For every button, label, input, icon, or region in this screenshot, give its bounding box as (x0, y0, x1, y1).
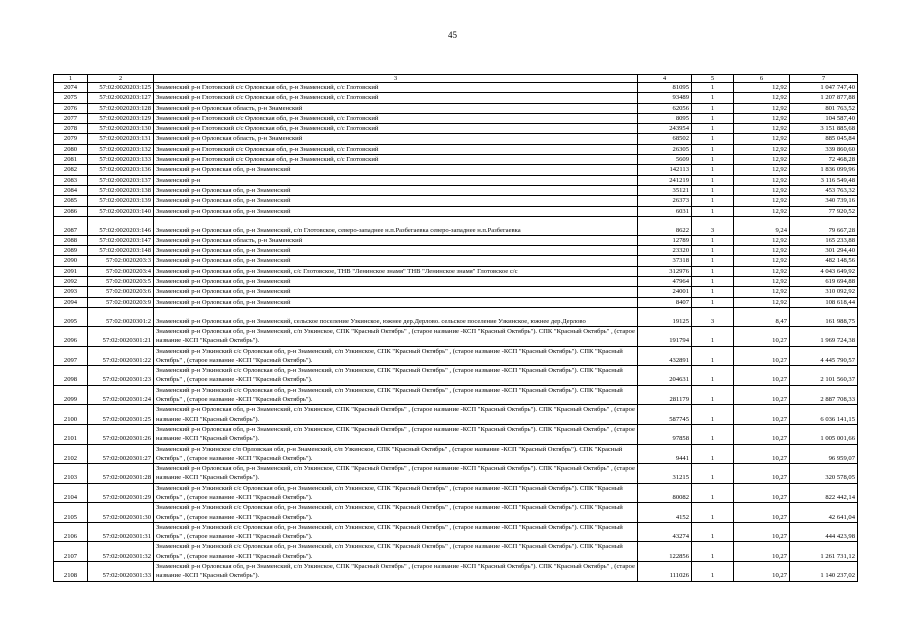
address-cell: Знаменский р-н Орловская область, р-н Знаменский (154, 235, 638, 245)
row-number: 2106 (54, 522, 88, 542)
sum-cell: 2 887 708,33 (790, 385, 858, 405)
row-number: 2098 (54, 366, 88, 386)
row-number: 2080 (54, 144, 88, 154)
table-row (54, 196, 858, 206)
rate-cell: 12,92 (734, 246, 790, 256)
row-number: 2075 (54, 93, 88, 103)
cadastral-number: 57:02:0020301:27 (88, 444, 154, 464)
count-cell: 1 (692, 196, 734, 206)
table-row (54, 134, 858, 144)
sum-cell: 801 763,52 (790, 103, 858, 113)
address-cell: Знаменский р-н Орловская обл, р-н Знаменский, с/п Глотовское, северо-западнее н.п.Разбегаевка северо-западнее н.п.Разбегаевка (154, 216, 638, 235)
address-cell: Знаменский р-н Узкинский с/с Орловская обл, р-н Знаменский, с/п Узкинское, СПК "Красный Октябрь" , (старое название -КСП "Красный Октябрь"). СПК "Красный Октябрь" , (старое название -КСП "Красный Октябрь"). (154, 385, 638, 405)
sum-cell: 340 739,16 (790, 196, 858, 206)
address-cell: Знаменский р-н Орловская обл, р-н Знаменский (154, 196, 638, 206)
sum-cell: 161 988,75 (790, 307, 858, 326)
sum-cell: 4 043 649,92 (790, 266, 858, 276)
table-row (54, 483, 858, 503)
sum-cell: 1 005 001,66 (790, 424, 858, 444)
sum-cell: 619 694,88 (790, 277, 858, 287)
cadastral-number: 57:02:0020203:132 (88, 144, 154, 154)
table-row (54, 542, 858, 562)
area-cell: 47964 (638, 277, 692, 287)
cadastral-number: 57:02:0020301:25 (88, 405, 154, 425)
row-number: 2074 (54, 83, 88, 93)
sum-cell: 310 092,92 (790, 287, 858, 297)
area-cell: 43274 (638, 522, 692, 542)
area-cell: 8622 (638, 216, 692, 235)
rate-cell: 10,27 (734, 464, 790, 484)
address-cell: Знаменский р-н Орловская обл, р-н Знаменский (154, 277, 638, 287)
count-cell: 1 (692, 287, 734, 297)
sum-cell: 1 261 731,12 (790, 542, 858, 562)
address-cell: Знаменский р-н Орловская обл, р-н Знаменский (154, 256, 638, 266)
table-row (54, 562, 858, 582)
table-row (54, 103, 858, 113)
rate-cell: 12,92 (734, 165, 790, 175)
cadastral-number: 57:02:0020301:24 (88, 385, 154, 405)
row-number: 2103 (54, 464, 88, 484)
sum-cell: 104 587,40 (790, 113, 858, 123)
cadastral-number: 57:02:0020203:136 (88, 165, 154, 175)
cadastral-number: 57:02:0020203:129 (88, 113, 154, 123)
area-cell: 8407 (638, 297, 692, 307)
column-header: 7 (790, 75, 858, 83)
table-row (54, 385, 858, 405)
column-header: 1 (54, 75, 88, 83)
area-cell: 23320 (638, 246, 692, 256)
sum-cell: 108 618,44 (790, 297, 858, 307)
address-cell: Знаменский р-н Орловская область, р-н Знаменский (154, 103, 638, 113)
table-row (54, 93, 858, 103)
rate-cell: 12,92 (734, 83, 790, 93)
row-number: 2079 (54, 134, 88, 144)
cadastral-number: 57:02:0020301:22 (88, 346, 154, 366)
area-cell: 97858 (638, 424, 692, 444)
count-cell: 1 (692, 155, 734, 165)
count-cell: 1 (692, 134, 734, 144)
table-row (54, 366, 858, 386)
address-cell: Знаменский р-н Орловская обл, р-н Знаменский (154, 185, 638, 195)
sum-cell: 96 959,07 (790, 444, 858, 464)
row-number: 2078 (54, 124, 88, 134)
address-cell: Знаменский р-н Орловская обл, р-н Знаменский, с/п Узкинское, СПК "Красный Октябрь" , (старое название -КСП "Красный Октябрь"). СПК "Красный Октябрь" , (старое название -КСП "Красный Октябрь"). (154, 326, 638, 346)
cadastral-number: 57:02:0020203:127 (88, 93, 154, 103)
address-cell: Знаменский р-н Орловская обл, р-н Знаменский, с/п Узкинское, СПК "Красный Октябрь" , (старое название -КСП "Красный Октябрь"). СПК "Красный Октябрь" , (старое название -КСП "Красный Октябрь"). (154, 464, 638, 484)
rate-cell: 10,27 (734, 444, 790, 464)
row-number: 2091 (54, 266, 88, 276)
area-cell: 37318 (638, 256, 692, 266)
sum-cell: 3 116 549,48 (790, 175, 858, 185)
area-cell: 35121 (638, 185, 692, 195)
table-row (54, 256, 858, 266)
area-cell: 587745 (638, 405, 692, 425)
table-row (54, 185, 858, 195)
cadastral-number: 57:02:0020203:139 (88, 196, 154, 206)
count-cell: 1 (692, 185, 734, 195)
area-cell: 312976 (638, 266, 692, 276)
column-header: 6 (734, 75, 790, 83)
sum-cell: 339 860,60 (790, 144, 858, 154)
sum-cell: 2 101 560,37 (790, 366, 858, 386)
area-cell: 12789 (638, 235, 692, 245)
sum-cell: 72 468,28 (790, 155, 858, 165)
row-number: 2087 (54, 216, 88, 235)
rate-cell: 12,92 (734, 113, 790, 123)
address-cell: Знаменский р-н Глотовский с/с Орловская обл, р-н Знаменский, с/с Глотовский (154, 155, 638, 165)
sum-cell: 320 578,05 (790, 464, 858, 484)
table-row (54, 266, 858, 276)
count-cell: 1 (692, 103, 734, 113)
rate-cell: 10,27 (734, 503, 790, 523)
count-cell: 3 (692, 307, 734, 326)
count-cell: 1 (692, 346, 734, 366)
address-cell: Знаменский р-н Орловская обл, р-н Знаменский, с/п Узкинское, СПК "Красный Октябрь" , (старое название -КСП "Красный Октябрь"). СПК "Красный Октябрь" , (старое название -КСП "Красный Октябрь"). (154, 405, 638, 425)
count-cell: 1 (692, 175, 734, 185)
row-number: 2077 (54, 113, 88, 123)
cadastral-number: 57:02:0020203:128 (88, 103, 154, 113)
address-cell: Знаменский р-н Узкинский с/с Орловская обл, р-н Знаменский, с/п Узкинское, СПК "Красный Октябрь" , (старое название -КСП "Красный Октябрь"). СПК "Красный Октябрь" , (старое название -КСП "Красный Октябрь"). (154, 483, 638, 503)
count-cell: 1 (692, 124, 734, 134)
area-cell: 93489 (638, 93, 692, 103)
table-row (54, 444, 858, 464)
area-cell: 31215 (638, 464, 692, 484)
row-number: 2085 (54, 196, 88, 206)
area-cell: 68502 (638, 134, 692, 144)
rate-cell: 12,92 (734, 196, 790, 206)
area-cell: 26305 (638, 144, 692, 154)
sum-cell: 1 969 724,38 (790, 326, 858, 346)
table-row (54, 175, 858, 185)
table-row (54, 235, 858, 245)
count-cell: 1 (692, 256, 734, 266)
address-cell: Знаменский р-н Глотовский с/с Орловская обл, р-н Знаменский, с/с Глотовский (154, 124, 638, 134)
cadastral-number: 57:02:0020203:138 (88, 185, 154, 195)
cadastral-number: 57:02:0020203:4 (88, 266, 154, 276)
count-cell: 1 (692, 562, 734, 582)
row-number: 2093 (54, 287, 88, 297)
area-cell: 6031 (638, 206, 692, 216)
count-cell: 1 (692, 522, 734, 542)
rate-cell: 8,47 (734, 307, 790, 326)
address-cell: Знаменский р-н Орловская обл, р-н Знаменский (154, 206, 638, 216)
row-number: 2089 (54, 246, 88, 256)
area-cell: 191794 (638, 326, 692, 346)
row-number: 2095 (54, 307, 88, 326)
table-row (54, 216, 858, 235)
rate-cell: 12,92 (734, 134, 790, 144)
cadastral-number: 57:02:0020203:9 (88, 297, 154, 307)
address-cell: Знаменский р-н Орловская обл, р-н Знаменский (154, 287, 638, 297)
cadastral-number: 57:02:0020203:140 (88, 206, 154, 216)
count-cell: 1 (692, 297, 734, 307)
cadastral-number: 57:02:0020301:2 (88, 307, 154, 326)
cadastral-number: 57:02:0020301:23 (88, 366, 154, 386)
cadastral-number: 57:02:0020203:5 (88, 277, 154, 287)
column-header: 5 (692, 75, 734, 83)
cadastral-number: 57:02:0020203:146 (88, 216, 154, 235)
area-cell: 5609 (638, 155, 692, 165)
area-cell: 241219 (638, 175, 692, 185)
sum-cell: 482 148,56 (790, 256, 858, 266)
area-cell: 81095 (638, 83, 692, 93)
address-cell: Знаменский р-н Узкинский с/с Орловская обл, р-н Знаменский, с/п Узкинское, СПК "Красный Октябрь" , (старое название -КСП "Красный Октябрь"). СПК "Красный Октябрь" , (старое название -КСП "Красный Октябрь"). (154, 366, 638, 386)
count-cell: 1 (692, 266, 734, 276)
area-cell: 80082 (638, 483, 692, 503)
rate-cell: 10,27 (734, 483, 790, 503)
cadastral-number: 57:02:0020203:148 (88, 246, 154, 256)
sum-cell: 1 207 877,88 (790, 93, 858, 103)
sum-cell: 1 836 099,96 (790, 165, 858, 175)
area-cell: 204631 (638, 366, 692, 386)
count-cell: 1 (692, 206, 734, 216)
rate-cell: 12,92 (734, 103, 790, 113)
table-row (54, 277, 858, 287)
area-cell: 8095 (638, 113, 692, 123)
rate-cell: 10,27 (734, 542, 790, 562)
row-number: 2081 (54, 155, 88, 165)
rate-cell: 10,27 (734, 522, 790, 542)
rate-cell: 12,92 (734, 155, 790, 165)
address-cell: Знаменский р-н Орловская обл, р-н Знаменский (154, 165, 638, 175)
rate-cell: 10,27 (734, 366, 790, 386)
sum-cell: 4 445 790,57 (790, 346, 858, 366)
cadastral-number: 57:02:0020203:137 (88, 175, 154, 185)
table-row (54, 346, 858, 366)
row-number: 2082 (54, 165, 88, 175)
column-header: 3 (154, 75, 638, 83)
rate-cell: 10,27 (734, 405, 790, 425)
rate-cell: 12,92 (734, 256, 790, 266)
sum-cell: 444 423,98 (790, 522, 858, 542)
row-number: 2088 (54, 235, 88, 245)
table-row (54, 424, 858, 444)
table-row (54, 246, 858, 256)
rate-cell: 12,92 (734, 185, 790, 195)
row-number: 2096 (54, 326, 88, 346)
row-number: 2108 (54, 562, 88, 582)
cadastral-number: 57:02:0020301:29 (88, 483, 154, 503)
address-cell: Знаменский р-н Орловская обл, р-н Знаменский, с/п Узкинское, СПК "Красный Октябрь" , (старое название -КСП "Красный Октябрь"). СПК "Красный Октябрь" , (старое название -КСП "Красный Октябрь"). (154, 562, 638, 582)
rate-cell: 12,92 (734, 277, 790, 287)
count-cell: 1 (692, 542, 734, 562)
sum-cell: 1 140 237,02 (790, 562, 858, 582)
address-cell: Знаменский р-н Глотовский с/с Орловская обл, р-н Знаменский, с/с Глотовский (154, 93, 638, 103)
count-cell: 1 (692, 144, 734, 154)
address-cell: Знаменский р-н Орловская обл, р-н Знаменский, с/с Глотовское, ТНВ "Ленинское знамя" ТНВ "Ленинское знамя" Глотовское с/с (154, 266, 638, 276)
sum-cell: 42 641,04 (790, 503, 858, 523)
rate-cell: 12,92 (734, 235, 790, 245)
count-cell: 1 (692, 326, 734, 346)
address-cell: Знаменский р-н Узкинский с/с Орловская обл, р-н Знаменский, с/п Узкинское, СПК "Красный Октябрь" , (старое название -КСП "Красный Октябрь"). СПК "Красный Октябрь" , (старое название -КСП "Красный Октябрь"). (154, 542, 638, 562)
sum-cell: 165 233,88 (790, 235, 858, 245)
sum-cell: 301 294,40 (790, 246, 858, 256)
table-row (54, 326, 858, 346)
count-cell: 1 (692, 165, 734, 175)
area-cell: 24001 (638, 287, 692, 297)
rate-cell: 12,92 (734, 297, 790, 307)
count-cell: 1 (692, 385, 734, 405)
address-cell: Знаменский р-н Узкинское с/п Орловская обл, р-н Знаменский, с/п Узкинское, СПК "Красный Октябрь" , (старое название -КСП "Красный Октябрь"). СПК "Красный Октябрь" , (старое название -КСП "Красный Октябрь"). (154, 444, 638, 464)
address-cell: Знаменский р-н Орловская обл, р-н Знаменский (154, 297, 638, 307)
row-number: 2101 (54, 424, 88, 444)
column-header: 2 (88, 75, 154, 83)
count-cell: 1 (692, 444, 734, 464)
address-cell: Знаменский р-н Орловская область, р-н Знаменский (154, 134, 638, 144)
rate-cell: 12,92 (734, 93, 790, 103)
sum-cell: 822 442,14 (790, 483, 858, 503)
table-row (54, 503, 858, 523)
row-number: 2083 (54, 175, 88, 185)
rate-cell: 12,92 (734, 124, 790, 134)
count-cell: 3 (692, 216, 734, 235)
row-number: 2102 (54, 444, 88, 464)
address-cell: Знаменский р-н Глотовский с/с Орловская обл, р-н Знаменский, с/с Глотовский (154, 113, 638, 123)
rate-cell: 10,27 (734, 562, 790, 582)
row-number: 2076 (54, 103, 88, 113)
count-cell: 1 (692, 235, 734, 245)
table-row (54, 155, 858, 165)
sum-cell: 453 763,32 (790, 185, 858, 195)
row-number: 2107 (54, 542, 88, 562)
address-cell: Знаменский р-н Орловская обл, р-н Знаменский (154, 246, 638, 256)
row-number: 2100 (54, 405, 88, 425)
row-number: 2086 (54, 206, 88, 216)
address-cell: Знаменский р-н Узкинский с/с Орловская обл, р-н Знаменский, с/п Узкинское, СПК "Красный Октябрь" , (старое название -КСП "Красный Октябрь"). СПК "Красный Октябрь" , (старое название -КСП "Красный Октябрь"). (154, 522, 638, 542)
table-row (54, 287, 858, 297)
count-cell: 1 (692, 464, 734, 484)
registry-table (53, 74, 858, 582)
area-cell: 9441 (638, 444, 692, 464)
address-cell: Знаменский р-н Узкинский с/с Орловская обл, р-н Знаменский, с/п Узкинское, СПК "Красный Октябрь" , (старое название -КСП "Красный Октябрь"). СПК "Красный Октябрь" , (старое название -КСП "Красный Октябрь"). (154, 346, 638, 366)
rate-cell: 9,24 (734, 216, 790, 235)
count-cell: 1 (692, 366, 734, 386)
cadastral-number: 57:02:0020301:28 (88, 464, 154, 484)
address-cell: Знаменский р-н Орловская обл, р-н Знаменский, сельское поселение Узкинское, южнее дер.Дерлово. сельское поселение Узкинское, южнее дер.Дерлово (154, 307, 638, 326)
area-cell: 62056 (638, 103, 692, 113)
cadastral-number: 57:02:0020301:30 (88, 503, 154, 523)
cadastral-number: 57:02:0020301:32 (88, 542, 154, 562)
rate-cell: 12,92 (734, 175, 790, 185)
table-row (54, 144, 858, 154)
cadastral-number: 57:02:0020301:31 (88, 522, 154, 542)
page-number: 45 (448, 30, 457, 40)
sum-cell: 79 667,28 (790, 216, 858, 235)
count-cell: 1 (692, 246, 734, 256)
area-cell: 19125 (638, 307, 692, 326)
cadastral-number: 57:02:0020203:131 (88, 134, 154, 144)
table-row (54, 165, 858, 175)
rate-cell: 10,27 (734, 346, 790, 366)
row-number: 2104 (54, 483, 88, 503)
address-cell: Знаменский р-н Глотовский с/с Орловская обл, р-н Знаменский, с/с Глотовский (154, 144, 638, 154)
address-cell: Знаменский р-н Орловская обл, р-н Знаменский, с/п Узкинское, СПК "Красный Октябрь" , (старое название -КСП "Красный Октябрь"). СПК "Красный Октябрь" , (старое название -КСП "Красный Октябрь"). (154, 424, 638, 444)
cadastral-number: 57:02:0020203:3 (88, 256, 154, 266)
sum-cell: 77 920,52 (790, 206, 858, 216)
count-cell: 1 (692, 83, 734, 93)
sum-cell: 885 045,84 (790, 134, 858, 144)
table-row (54, 206, 858, 216)
area-cell: 432891 (638, 346, 692, 366)
table-row (54, 405, 858, 425)
row-number: 2099 (54, 385, 88, 405)
area-cell: 4152 (638, 503, 692, 523)
count-cell: 1 (692, 277, 734, 287)
table-row (54, 307, 858, 326)
count-cell: 1 (692, 93, 734, 103)
row-number: 2105 (54, 503, 88, 523)
rate-cell: 12,92 (734, 206, 790, 216)
count-cell: 1 (692, 424, 734, 444)
sum-cell: 6 036 141,15 (790, 405, 858, 425)
table-row (54, 113, 858, 123)
row-number: 2092 (54, 277, 88, 287)
table-row (54, 83, 858, 93)
rate-cell: 10,27 (734, 385, 790, 405)
cadastral-number: 57:02:0020301:33 (88, 562, 154, 582)
rate-cell: 12,92 (734, 287, 790, 297)
table-row (54, 522, 858, 542)
area-cell: 111026 (638, 562, 692, 582)
area-cell: 26373 (638, 196, 692, 206)
table-row (54, 124, 858, 134)
cadastral-number: 57:02:0020203:6 (88, 287, 154, 297)
cadastral-number: 57:02:0020203:130 (88, 124, 154, 134)
area-cell: 243954 (638, 124, 692, 134)
count-cell: 1 (692, 503, 734, 523)
count-cell: 1 (692, 113, 734, 123)
address-cell: Знаменский р-н Глотовский с/с Орловская обл, р-н Знаменский, с/с Глотовский (154, 83, 638, 93)
rate-cell: 10,27 (734, 424, 790, 444)
area-cell: 142113 (638, 165, 692, 175)
sum-cell: 3 151 885,68 (790, 124, 858, 134)
row-number: 2097 (54, 346, 88, 366)
cadastral-number: 57:02:0020203:125 (88, 83, 154, 93)
count-cell: 1 (692, 483, 734, 503)
cadastral-number: 57:02:0020203:147 (88, 235, 154, 245)
row-number: 2090 (54, 256, 88, 266)
area-cell: 122856 (638, 542, 692, 562)
address-cell: Знаменский р-н (154, 175, 638, 185)
row-number: 2084 (54, 185, 88, 195)
count-cell: 1 (692, 405, 734, 425)
cadastral-number: 57:02:0020203:133 (88, 155, 154, 165)
cadastral-number: 57:02:0020301:26 (88, 424, 154, 444)
rate-cell: 12,92 (734, 144, 790, 154)
column-header-row (54, 75, 858, 83)
table-row (54, 464, 858, 484)
column-header: 4 (638, 75, 692, 83)
table-row (54, 297, 858, 307)
rate-cell: 10,27 (734, 326, 790, 346)
sum-cell: 1 047 747,40 (790, 83, 858, 93)
row-number: 2094 (54, 297, 88, 307)
rate-cell: 12,92 (734, 266, 790, 276)
address-cell: Знаменский р-н Узкинский с/с Орловская обл, р-н Знаменский, с/п Узкинское, СПК "Красный Октябрь" , (старое название -КСП "Красный Октябрь"). СПК "Красный Октябрь" , (старое название -КСП "Красный Октябрь"). (154, 503, 638, 523)
cadastral-number: 57:02:0020301:21 (88, 326, 154, 346)
area-cell: 281179 (638, 385, 692, 405)
